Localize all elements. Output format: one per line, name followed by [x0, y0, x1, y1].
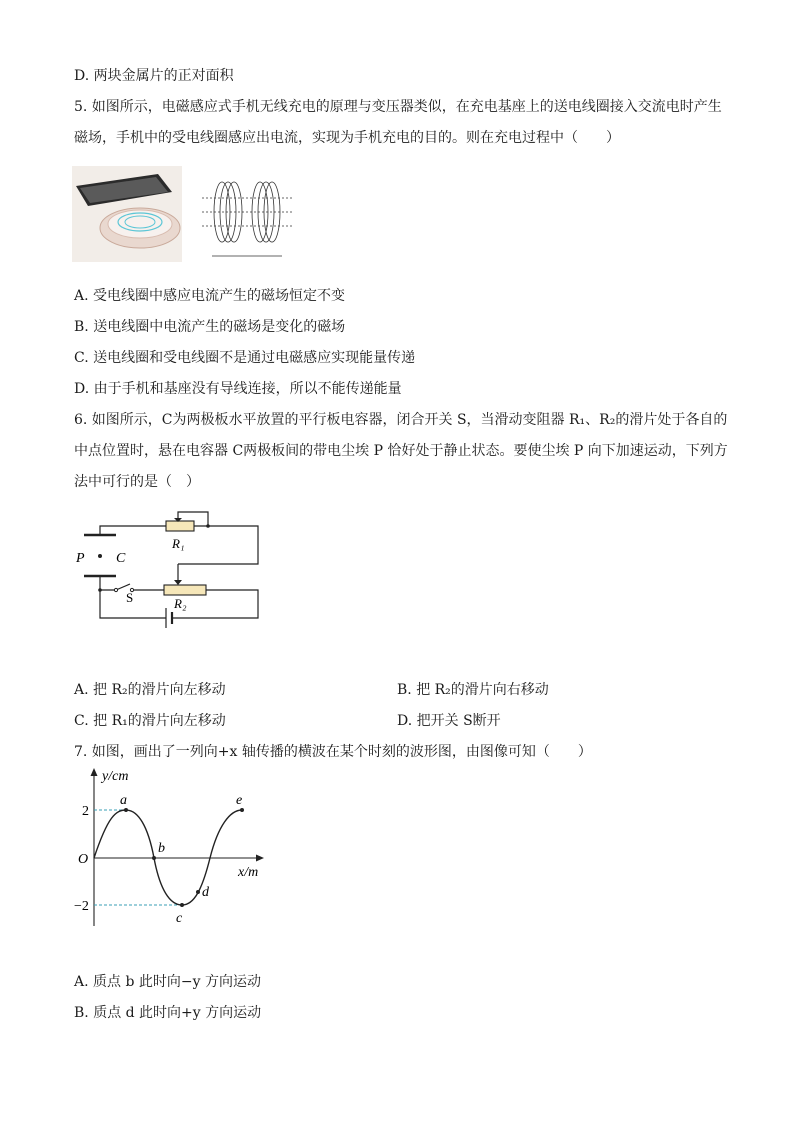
tick-label-2: 2 — [82, 804, 89, 819]
origin-label: O — [78, 852, 89, 867]
point-e — [240, 808, 244, 812]
tick-label-neg2: −2 — [74, 899, 89, 914]
q5-stem-line-1: 5. 如图所示，电磁感应式手机无线充电的原理与变压器类似，在充电基座上的送电线圈接入交流电时产生 — [74, 99, 722, 115]
label-p: P — [76, 551, 85, 566]
label-r2: R₂ — [174, 596, 187, 611]
point-a — [124, 808, 128, 812]
coil-schematic — [202, 182, 294, 256]
q5-option-b: B. 送电线圈中电流产生的磁场是变化的磁场 — [74, 319, 346, 335]
y-axis-arrow — [91, 768, 98, 776]
q5-stem-line-2: 磁场，手机中的受电线圈感应出电流，实现为手机充电的目的。则在充电过程中（ ） — [74, 130, 620, 146]
q7-option-b: B. 质点 d 此时向+y 方向运动 — [74, 1005, 262, 1021]
label-b: b — [158, 841, 165, 856]
q5-option-d: D. 由于手机和基座没有导线连接，所以不能传递能量 — [74, 381, 402, 397]
resistor-r1 — [166, 521, 194, 531]
circuit-diagram — [70, 502, 270, 638]
q6-stem-line-2: 中点位置时，悬在电容器 C两极板间的带电尘埃 P 恰好处于静止状态。要使尘埃 P 向下加速运动，下列方 — [74, 443, 728, 459]
point-b — [152, 856, 156, 860]
label-a: a — [120, 793, 127, 808]
x-axis-label: x/m — [238, 865, 259, 880]
q6-circuit — [70, 502, 270, 638]
q5-option-a: A. 受电线圈中感应电流产生的磁场恒定不变 — [74, 288, 346, 304]
q7-option-a: A. 质点 b 此时向−y 方向运动 — [74, 974, 261, 990]
label-c: C — [116, 551, 126, 566]
q5-option-c: C. 送电线圈和受电线圈不是通过电磁感应实现能量传递 — [74, 350, 416, 366]
y-axis-label: y/cm — [102, 769, 129, 784]
q6-option-b: B. 把 R₂的滑片向右移动 — [397, 682, 549, 698]
q6-option-a: A. 把 R₂的滑片向左移动 — [74, 682, 226, 698]
label-e: e — [236, 793, 243, 808]
x-axis-arrow — [256, 855, 264, 862]
q7-wave-graph — [72, 766, 272, 934]
point-d — [196, 890, 200, 894]
point-c — [180, 903, 184, 907]
q5-figure — [72, 166, 302, 262]
q6-stem-line-3: 法中可行的是（ ） — [74, 474, 200, 490]
q6-option-d: D. 把开关 S断开 — [397, 713, 501, 729]
q6-stem-line-1: 6. 如图所示，C为两极板水平放置的平行板电容器，闭合开关 S，当滑动变阻器 R₁、R₂的滑片处于各自的 — [74, 412, 728, 428]
q6-option-c: C. 把 R₁的滑片向左移动 — [74, 713, 226, 729]
label-r1: R₁ — [172, 536, 185, 551]
q4-option-d: D. 两块金属片的正对面积 — [74, 68, 234, 84]
resistor-r2 — [164, 585, 206, 595]
r2-slider-arrow — [174, 580, 182, 585]
label-c: c — [176, 911, 183, 926]
label-s: S — [126, 590, 134, 605]
wireless-charger-diagram — [72, 166, 302, 262]
wave-graph — [72, 766, 272, 934]
q7-stem: 7. 如图，画出了一列向+x 轴传播的横波在某个时刻的波形图，由图像可知（ ） — [74, 744, 592, 760]
label-d: d — [202, 885, 209, 900]
dust-particle-p — [98, 554, 102, 558]
